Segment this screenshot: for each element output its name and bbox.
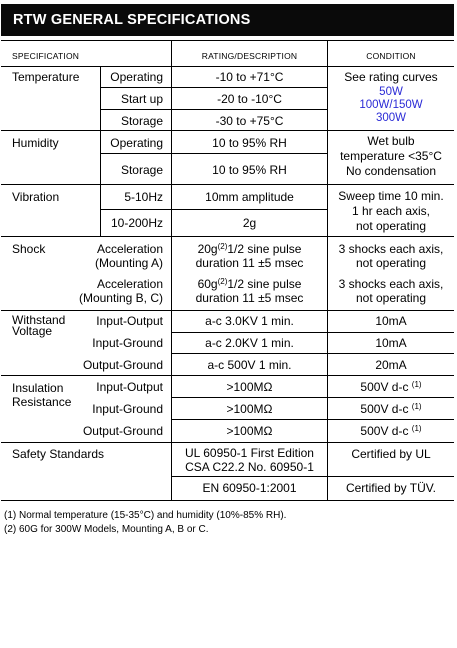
shock-accel-a-2: (Mounting A) [94,256,163,270]
temperature-operating-label: Operating [110,70,163,84]
vibration-label: Vibration [12,190,60,204]
vibration-condition-2: 1 hr each axis, [351,204,431,218]
temperature-condition: See rating curves [344,70,438,84]
footnote-1: (1) Normal temperature (15-35°C) and humidity (10%-85% RH). [4,510,287,521]
vibration-value-2: 2g [242,216,257,230]
header-condition: CONDITION [366,51,416,61]
insulation-label-2: Resistance [12,395,72,409]
temperature-storage-value: -30 to +75°C [215,114,284,128]
withstand-label-2: Voltage [12,324,53,338]
vibration-value-1: 10mm amplitude [205,190,294,204]
shock-accel-bc-2: (Mounting B, C) [78,291,163,305]
humidity-row [1,131,454,185]
footnote-2: (2) 60G for 300W Models, Mounting A, B or C. [4,524,209,535]
withstand-input-output-label: Input-Output [96,314,163,328]
withstand-input-output-condition: 10mA [375,314,407,328]
insulation-output-ground-label: Output-Ground [82,424,163,438]
humidity-operating-label: Operating [110,136,163,150]
vibration-row [1,185,454,237]
humidity-condition-2: temperature <35°C [340,149,442,163]
insulation-input-ground-condition: 500V d-c $^{(1)}$ [360,402,422,416]
withstand-output-ground-condition: 20mA [375,358,407,372]
safety-standard-2: CSA C22.2 No. 60950-1 [185,460,314,474]
withstand-output-ground-value: a-c 500V 1 min. [207,358,292,372]
header-rating: RATING/DESCRIPTION [201,51,298,61]
insulation-input-ground-value: >100MΩ [226,402,273,416]
withstand-voltage-row [1,311,454,376]
shock-row [1,237,454,311]
shock-bc-condition-2: not operating [355,291,427,305]
humidity-storage-value: 10 to 95% RH [212,163,287,177]
humidity-operating-value: 10 to 95% RH [212,136,287,150]
safety-standards-row [1,443,454,501]
vibration-range-2: 10-200Hz [110,216,163,230]
footnotes [4,509,286,537]
shock-bc-condition-1: 3 shocks each axis, [338,277,444,291]
shock-bc-value-2: duration 11 ±5 msec [195,291,304,305]
shock-accel-bc-1: Acceleration [96,277,163,291]
safety-standard-3: EN 60950-1:2001 [202,481,297,495]
curve-300w-link[interactable]: 300W [375,112,407,124]
insulation-resistance-row [1,376,454,443]
withstand-label-1: Withstand [12,313,66,327]
withstand-output-ground-label: Output-Ground [82,358,163,372]
temperature-startup-label: Start up [120,92,163,106]
shock-a-condition-2: not operating [355,256,427,270]
curve-100w-150w-link[interactable]: 100W/150W [359,99,423,111]
shock-accel-a-1: Acceleration [96,242,163,256]
header-spec: SPECIFICATION [12,51,80,61]
insulation-input-output-condition: 500V d-c $^{(1)}$ [360,380,422,394]
shock-a-value-1: $20g^{(2)}1/2$ sine pulse [197,242,302,256]
insulation-output-ground-condition: 500V d-c $^{(1)}$ [360,424,422,438]
temperature-operating-value: -10 to +71°C [215,70,284,84]
humidity-condition-1: Wet bulb [367,134,415,148]
safety-condition-2: Certified by TÜV. [345,481,437,495]
header-row [1,40,454,67]
insulation-input-output-value: >100MΩ [226,380,273,394]
withstand-input-ground-condition: 10mA [375,336,407,350]
temperature-storage-label: Storage [120,114,163,128]
humidity-label: Humidity [12,136,59,150]
insulation-input-ground-label: Input-Ground [92,402,163,416]
shock-a-condition-1: 3 shocks each axis, [338,242,444,256]
safety-label: Safety Standards [12,447,105,461]
title-bar [1,4,454,36]
spec-table [1,40,454,501]
curve-50w-link[interactable]: 50W [379,86,403,98]
shock-bc-value-1: $60g^{(2)}1/2$ sine pulse [197,277,302,291]
shock-a-value-2: duration 11 ±5 msec [195,256,304,270]
temperature-row [1,67,454,131]
safety-condition-1: Certified by UL [351,447,431,461]
insulation-label-1: Insulation [12,381,64,395]
withstand-input-output-value: a-c 3.0KV 1 min. [205,314,294,328]
temperature-label: Temperature [12,70,80,84]
humidity-condition-3: No condensation [345,164,437,178]
shock-label: Shock [12,242,46,256]
withstand-input-ground-label: Input-Ground [92,336,163,350]
vibration-range-1: 5-10Hz [124,190,163,204]
withstand-input-ground-value: a-c 2.0KV 1 min. [205,336,294,350]
insulation-output-ground-value: >100MΩ [226,424,273,438]
vibration-condition-1: Sweep time 10 min. [338,189,444,203]
safety-standard-1: UL 60950-1 First Edition [185,446,314,460]
insulation-input-output-label: Input-Output [96,380,163,394]
humidity-storage-label: Storage [120,163,163,177]
page-title: RTW GENERAL SPECIFICATIONS [13,12,251,28]
temperature-startup-value: -20 to -10°C [217,92,282,106]
vibration-condition-3: not operating [355,219,427,233]
